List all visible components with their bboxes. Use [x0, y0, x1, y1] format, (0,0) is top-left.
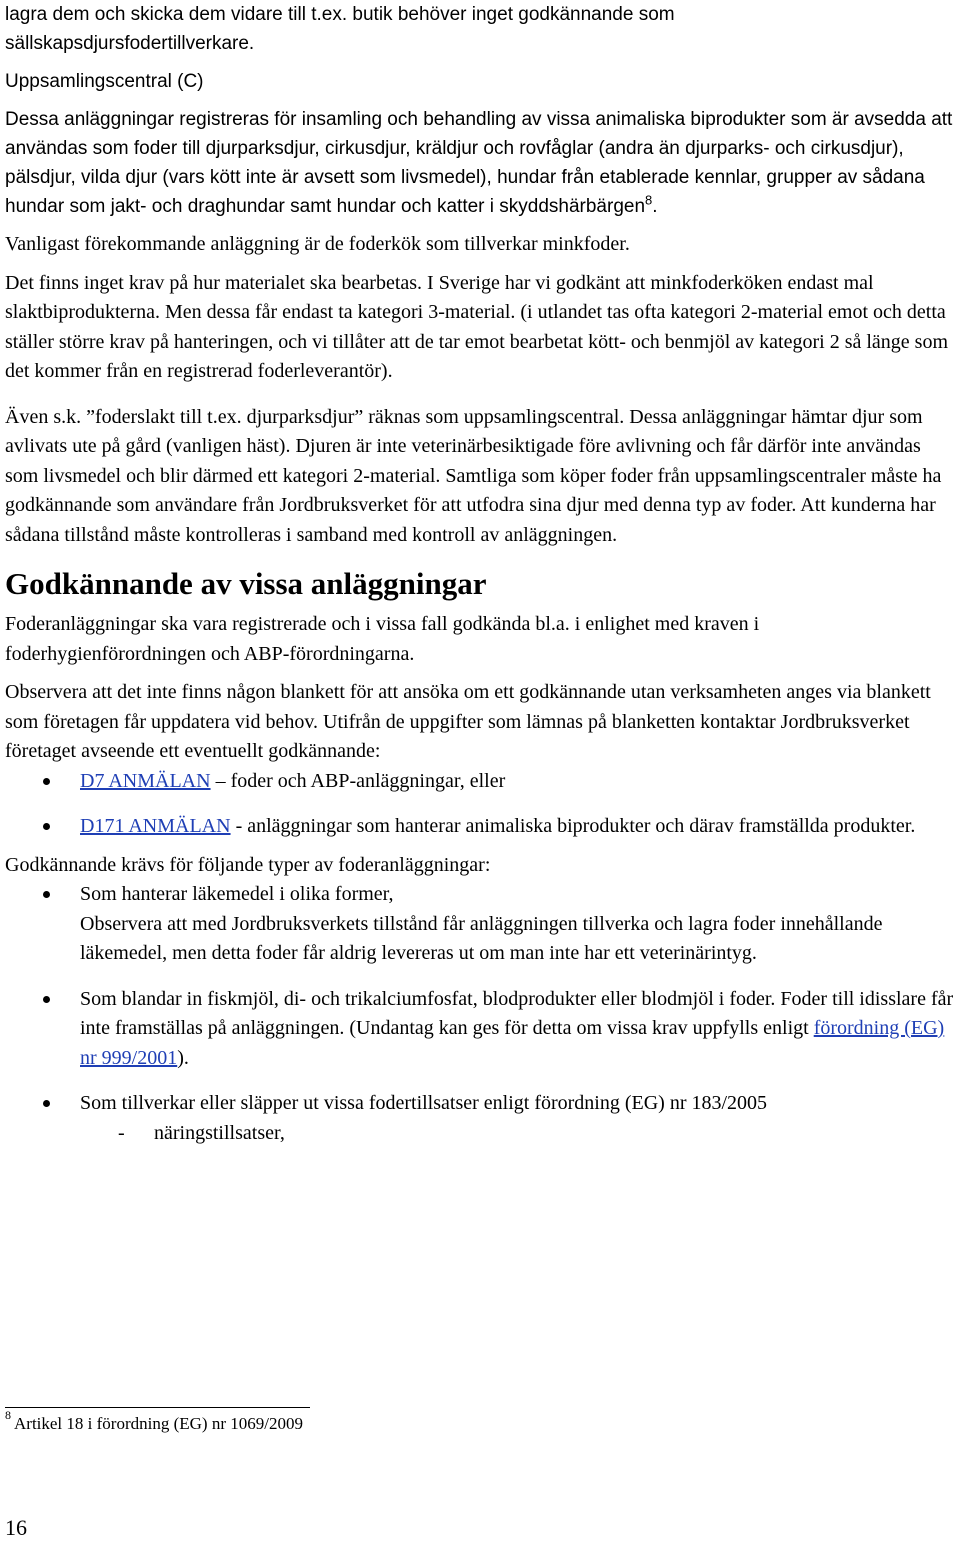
paragraph-processing: Det finns inget krav på hur materialet ska bearbetas. I Sverige har vi godkänt att minkfoderköken endast mal slaktbiprodukterna. Men dessa får endast ta kategori 3-material. (i utlandet tas ofta kategori 2-material emot och detta ställer större krav på hanteringen, och vi tillåter att de tar emot bearbetat kött- och benmjöl av kategori 2 så länge som det kommer från en registrerad foderleverantör).: [5, 271, 948, 382]
regulation-999-2001-link[interactable]: förordning (EG) nr 999/2001: [80, 1017, 945, 1069]
footnote-number: 8: [5, 1408, 11, 1423]
collection-section: [5, 67, 957, 221]
collection-body-text: Dessa anläggningar registreras för insamling och behandling av vissa animaliska biprodukter som är avsedda att användas som foder till djurparksdjur, cirkusdjur, kräldjur och rovfåglar (andra än djurparks- och cirkusdjur), pälsdjur, vilda djur (vars kött inte är avsett som livsmedel), hundar från etablerade kennlar, grupper av sådana hundar som jakt- och draghundar samt hundar och katter i skyddshärbärgen: [5, 109, 953, 217]
list-item-text-end: ).: [177, 1046, 189, 1069]
list-item: [5, 767, 957, 797]
section-heading: Godkännande av vissa anläggningar: [5, 566, 487, 601]
paragraph-minkfoder: Vanligast förekommande anläggning är de foderkök som tillverkar minkfoder.: [5, 233, 630, 255]
list-item: [5, 812, 957, 842]
intro-line-2: sällskapsdjursfodertillverkare.: [5, 33, 255, 54]
sub-list-item-text: näringstillsatser,: [154, 1121, 285, 1144]
list-item-text: Som tillverkar eller släpper ut vissa fodertillsatser enligt förordning (EG) nr 183/2005: [80, 1092, 768, 1114]
page-number: 16: [5, 1515, 27, 1540]
intro-block: [5, 0, 957, 58]
list-item-text: - anläggningar som hanterar animaliska biprodukter och därav framställda produkter.: [230, 815, 916, 837]
list-item-text: Som hanterar läkemedel i olika former,: [80, 883, 394, 905]
list-item-text: Observera att med Jordbruksverkets tillstånd får anläggningen tillverka och lagra foder innehållande läkemedel, men detta foder får aldrig levereras ut om man inte har ett veterinärintyg.: [80, 912, 883, 964]
body-section: [5, 230, 957, 1148]
list-item: [5, 985, 957, 1074]
intro-line-1: lagra dem och skicka dem vidare till t.ex. butik behöver inget godkännande som: [5, 4, 675, 25]
footnote-ref: 8: [645, 192, 653, 208]
paragraph-requirements-intro: Godkännande krävs för följande typer av foderanläggningar:: [5, 853, 491, 876]
paragraph-foderslakt: Även s.k. ”foderslakt till t.ex. djurparksdjur” räknas som uppsamlingscentral. Dessa anläggningar hämtar djur som avlivats ute på gård (vanligen häst). Djuren är inte veterinärbesiktigade före avlivning och får därför inte användas som livsmedel och blir därmed ett kategori 2-material. Samtliga som köper foder från uppsamlingscentraler måste ha godkännande som användare från Jordbruksverket för att utfodra sina djur med denna typ av foder. Att kunderna har sådana tillstånd måste kontrolleras i samband med kontroll av anläggningen.: [5, 405, 942, 546]
collection-title: Uppsamlingscentral (C): [5, 71, 204, 92]
sub-list-item: [80, 1119, 957, 1149]
footnote-text: Artikel 18 i förordning (EG) nr 1069/2009: [14, 1414, 303, 1433]
document-page: [5, 0, 957, 1148]
paragraph-observe: Observera att det inte finns någon blankett för att ansöka om ett godkännande utan verksamheten anges via blankett som företagen får uppdatera vid behov. Utifrån de uppgifter som lämnas på blanketten kontaktar Jordbruksverket företaget avseende ett eventuellt godkännande:: [5, 681, 931, 762]
paragraph-registration: Foderanläggningar ska vara registrerade och i vissa fall godkända bl.a. i enlighet med kraven i foderhygienförordningen och ABP-förordningarna.: [5, 613, 760, 665]
list-item: [5, 880, 957, 969]
d7-link[interactable]: D7 ANMÄLAN: [80, 769, 211, 792]
footnote: [5, 1408, 303, 1435]
footnote-divider: [5, 1407, 310, 1408]
list-item-text: – foder och ABP-anläggningar, eller: [210, 769, 506, 792]
list-item-text: Som blandar in fiskmjöl, di- och trikalciumfosfat, blodprodukter eller blodmjöl i foder. Foder till idisslare får inte framställas på anläggningen. (Undantag kan ges för detta om vissa krav uppfylls enligt: [80, 987, 954, 1039]
collection-body-end: .: [652, 196, 658, 217]
requirements-list: [5, 880, 957, 1148]
dash-marker: -: [118, 1121, 125, 1144]
collection-body: [5, 105, 957, 221]
forms-list: [5, 767, 957, 842]
list-item: [5, 1089, 957, 1148]
d171-link[interactable]: D171 ANMÄLAN: [80, 815, 231, 837]
